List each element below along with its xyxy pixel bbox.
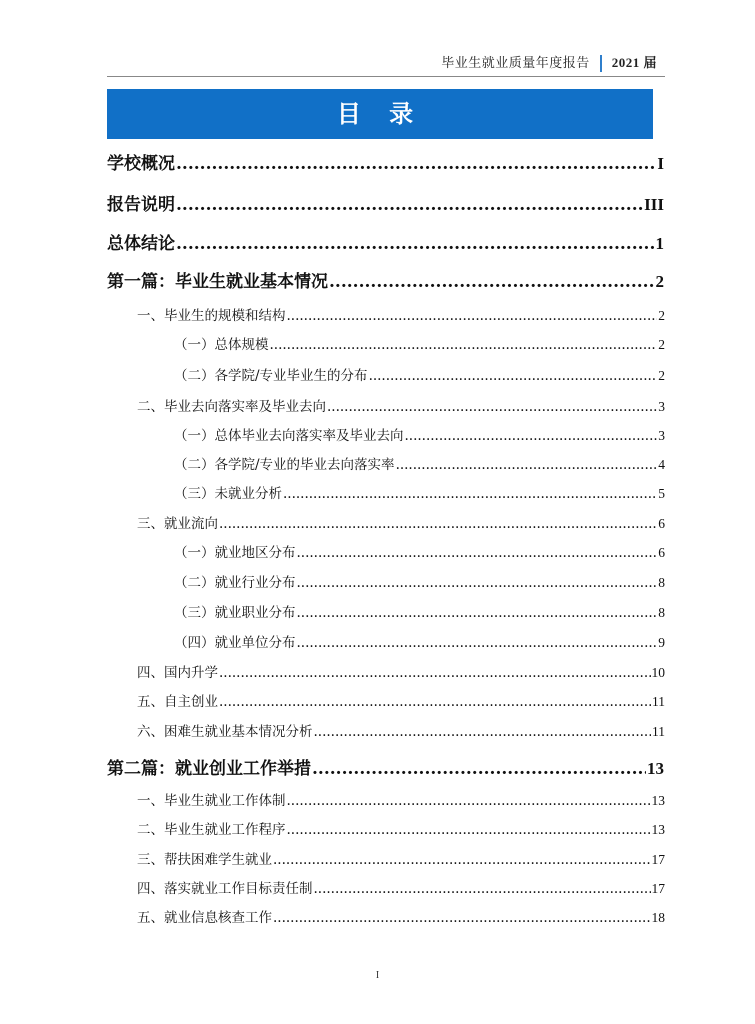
toc-label: 一、毕业生的规模和结构 — [137, 308, 286, 324]
leader-dots — [297, 637, 658, 651]
toc-entry[interactable] — [137, 877, 665, 897]
toc-label: 第二篇：就业创业工作举措 — [107, 759, 311, 779]
leader-dots — [314, 883, 651, 897]
toc-page: 2 — [658, 337, 665, 352]
toc-label: 报告说明 — [107, 195, 175, 215]
toc-page: 6 — [658, 545, 665, 560]
toc-page: 13 — [647, 759, 664, 778]
toc-entry[interactable] — [107, 190, 664, 215]
toc-page: 13 — [651, 793, 665, 808]
toc-entry[interactable] — [107, 149, 664, 174]
leader-dots — [329, 274, 655, 292]
leader-dots — [176, 197, 643, 215]
toc-label: （二）就业行业分布 — [174, 575, 296, 591]
toc-entry[interactable] — [174, 631, 665, 651]
leader-dots — [314, 726, 652, 740]
toc-page: 1 — [655, 234, 664, 253]
toc-label: 四、落实就业工作目标责任制 — [137, 881, 313, 897]
leader-dots — [327, 401, 657, 415]
toc-label: （三）未就业分析 — [174, 486, 282, 502]
toc-entry[interactable] — [174, 333, 665, 353]
toc-page: 17 — [651, 852, 665, 867]
leader-dots — [273, 912, 651, 926]
toc-page: 5 — [658, 486, 665, 501]
report-title: 毕业生就业质量年度报告 — [441, 56, 590, 71]
toc-entry[interactable] — [137, 661, 665, 681]
toc-label: （一）就业地区分布 — [174, 545, 296, 561]
toc-page: 17 — [651, 881, 665, 896]
toc-label: 三、就业流向 — [137, 516, 218, 532]
toc-label: 五、就业信息核查工作 — [137, 910, 272, 926]
toc-page: 6 — [658, 516, 665, 531]
toc-entry[interactable] — [107, 754, 664, 779]
toc-entry[interactable] — [137, 690, 665, 710]
toc-page: 8 — [658, 605, 665, 620]
toc-page: III — [644, 195, 664, 214]
leader-dots — [287, 824, 651, 838]
leader-dots — [405, 430, 658, 444]
toc-label: 二、毕业去向落实率及毕业去向 — [137, 399, 326, 415]
toc-page: 8 — [658, 575, 665, 590]
toc-label: （一）总体规模 — [174, 337, 269, 353]
toc-label: 二、毕业生就业工作程序 — [137, 822, 286, 838]
leader-dots — [312, 761, 646, 779]
toc-entry[interactable] — [107, 229, 664, 254]
toc-entry[interactable] — [137, 848, 665, 868]
report-year: 2021 届 — [611, 55, 657, 70]
leader-dots — [297, 607, 658, 621]
toc-entry[interactable] — [137, 304, 665, 324]
toc-entry[interactable] — [137, 818, 665, 838]
leader-dots — [176, 236, 655, 254]
toc-page: 11 — [652, 694, 665, 709]
toc-label: （三）就业职业分布 — [174, 605, 296, 621]
toc-page: I — [657, 154, 664, 173]
toc-entry[interactable] — [174, 541, 665, 561]
leader-dots — [369, 370, 658, 384]
toc-entry[interactable] — [137, 789, 665, 809]
leader-dots — [219, 518, 657, 532]
toc-page: 4 — [658, 457, 665, 472]
leader-dots — [396, 459, 658, 473]
toc-entry[interactable] — [174, 453, 665, 473]
toc-page: 18 — [651, 910, 665, 925]
toc-page: 11 — [652, 724, 665, 739]
toc-label: （四）就业单位分布 — [174, 635, 296, 651]
toc-entry[interactable] — [174, 424, 665, 444]
toc-page: 10 — [651, 665, 665, 680]
leader-dots — [219, 667, 651, 681]
toc-label: 一、毕业生就业工作体制 — [137, 793, 286, 809]
leader-dots — [270, 339, 658, 353]
toc-entry[interactable] — [137, 720, 665, 740]
toc-label: （二）各学院/专业毕业生的分布 — [174, 368, 368, 384]
toc-label: （二）各学院/专业的毕业去向落实率 — [174, 457, 395, 473]
toc-entry[interactable] — [137, 395, 665, 415]
leader-dots — [287, 310, 658, 324]
toc-label: 四、国内升学 — [137, 665, 218, 681]
leader-dots — [287, 795, 651, 809]
toc-entry[interactable] — [137, 906, 665, 926]
leader-dots — [219, 696, 651, 710]
leader-dots — [297, 547, 658, 561]
toc-page: 13 — [651, 822, 665, 837]
toc-entry[interactable] — [174, 482, 665, 502]
toc-label: 学校概况 — [107, 154, 175, 174]
toc-entry[interactable] — [174, 364, 665, 384]
toc-page: 2 — [658, 308, 665, 323]
leader-dots — [297, 577, 658, 591]
leader-dots — [273, 854, 651, 868]
page-number: I — [375, 970, 380, 981]
toc-page: 2 — [658, 368, 665, 383]
toc-page: 2 — [655, 272, 664, 291]
toc-entry[interactable] — [174, 601, 665, 621]
toc-page: 3 — [658, 399, 665, 414]
toc-page: 9 — [658, 635, 665, 650]
toc-label: 总体结论 — [107, 234, 175, 254]
toc-label: （一）总体毕业去向落实率及毕业去向 — [174, 428, 404, 444]
toc-label: 六、困难生就业基本情况分析 — [137, 724, 313, 740]
toc-label: 五、自主创业 — [137, 694, 218, 710]
toc-label: 第一篇：毕业生就业基本情况 — [107, 272, 328, 292]
toc-page: 3 — [658, 428, 665, 443]
toc-title: 目 录 — [336, 100, 424, 128]
leader-dots — [283, 488, 657, 502]
toc-entry[interactable] — [107, 267, 664, 292]
leader-dots — [176, 156, 656, 174]
toc-label: 三、帮扶困难学生就业 — [137, 852, 272, 868]
toc-entry[interactable] — [137, 512, 665, 532]
toc-entry[interactable] — [174, 571, 665, 591]
